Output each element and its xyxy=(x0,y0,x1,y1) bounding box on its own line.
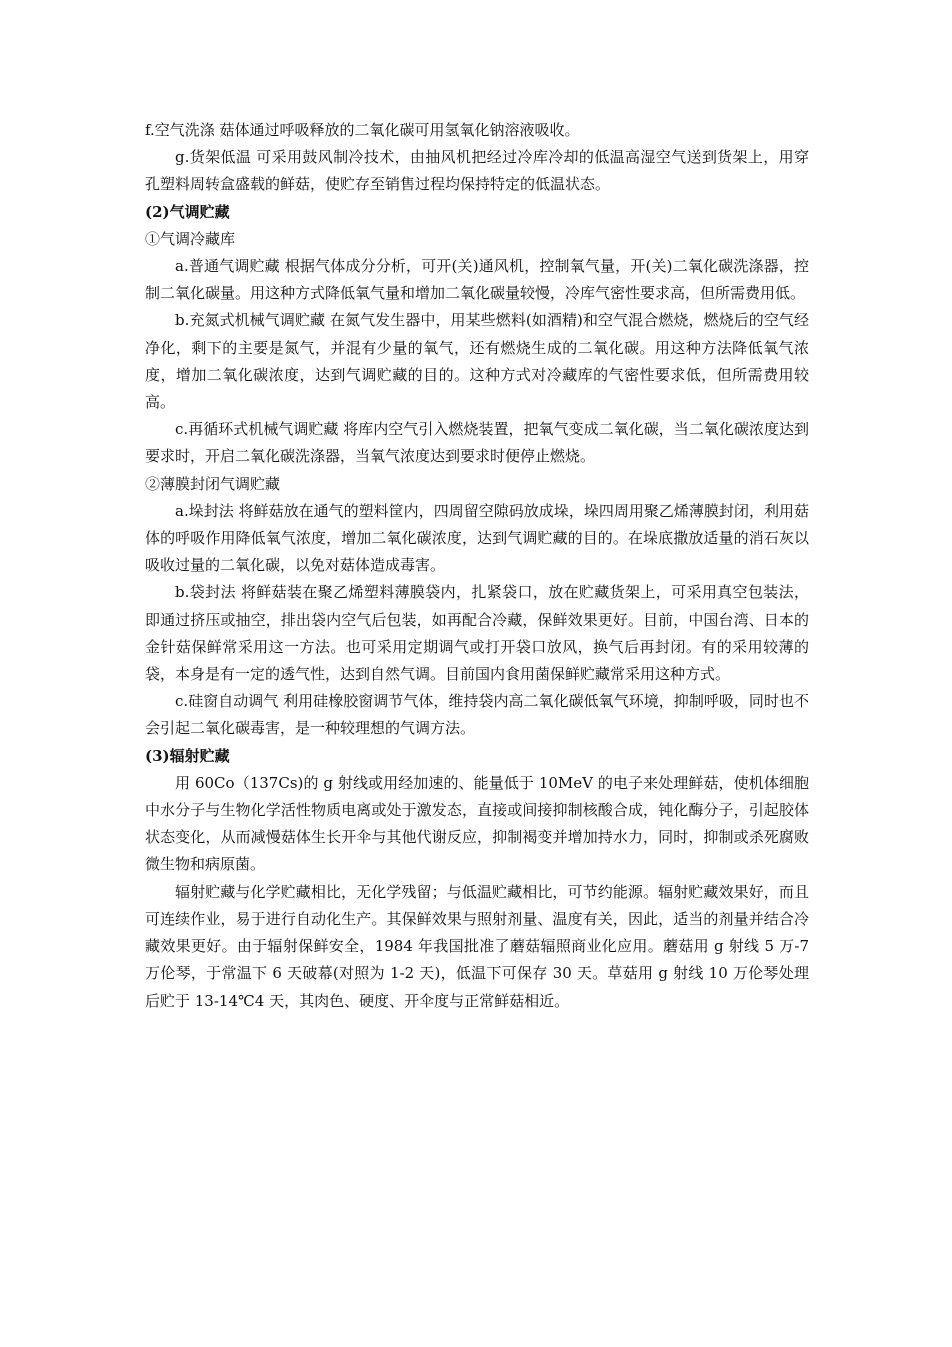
paragraph-ordinary-ca: a.普通气调贮藏 根据气体成分分析，可开(关)通风机，控制氧气量，开(关)二氧化碳洗涤器，控制二氧化碳量。用这种方式降低氧气量和增加二氧化碳量较慢，冷库气密性要求高，但所需费用低。 xyxy=(145,257,809,303)
paragraph-stack-seal: a.垛封法 将鲜菇放在通气的塑料筐内，四周留空隙码放成垛，垛四周用聚乙烯薄膜封闭，利用菇体的呼吸作用降低氧气浓度，增加二氧化碳浓度，达到气调贮藏的目的。在垛底撒放适量的消石灰以吸收过量的二氧化碳，以免对菇体造成毒害。 xyxy=(145,501,809,575)
section-heading-irradiation: (3)辐射贮藏 xyxy=(145,746,230,765)
document-page xyxy=(145,117,809,1015)
subheading-ca-cold-storage: ①气调冷藏库 xyxy=(145,229,236,248)
paragraph-air-washing: f.空气洗涤 菇体通过呼吸释放的二氧化碳可用氢氧化钠溶液吸收。 xyxy=(145,121,580,139)
paragraph-recirculating-ca: c.再循环式机械气调贮藏 将库内空气引入燃烧装置，把氧气变成二氧化碳，当二氧化碳浓度达到要求时，开启二氧化碳洗涤器，当氧气浓度达到要求时便停止燃烧。 xyxy=(145,420,809,466)
subheading-film-sealed-ca: ②薄膜封闭气调贮藏 xyxy=(145,474,281,493)
paragraph-silicon-window: c.硅窗自动调气 利用硅橡胶窗调节气体，维持袋内高二氧化碳低氧气环境，抑制呼吸，同时也不会引起二氧化碳毒害，是一种较理想的气调方法。 xyxy=(145,692,809,738)
paragraph-nitrogen-ca: b.充氮式机械气调贮藏 在氮气发生器中，用某些燃料(如酒精)和空气混合燃烧，燃烧后的空气经净化，剩下的主要是氮气，并混有少量的氧气，还有燃烧生成的二氧化碳。用这种方法降低氧气浓度，增加二氧化碳浓度，达到气调贮藏的目的。这种方式对冷藏库的气密性要求低，但所需费用较高。 xyxy=(145,311,809,412)
paragraph-bag-seal: b.袋封法 将鲜菇装在聚乙烯塑料薄膜袋内，扎紧袋口，放在贮藏货架上，可采用真空包装法，即通过挤压或抽空，排出袋内空气后包装，如再配合冷藏，保鲜效果更好。目前，中国台湾、日本的金针菇保鲜常采用这一方法。也可采用定期调气或打开袋口放风，换气后再封闭。有的采用较薄的袋，本身是有一定的透气性，达到自然气调。目前国内食用菌保鲜贮藏常采用这种方式。 xyxy=(145,583,809,684)
section-heading-controlled-atmosphere: (2)气调贮藏 xyxy=(145,202,230,221)
paragraph-shelf-low-temp: g.货架低温 可采用鼓风制冷技术，由抽风机把经过冷库冷却的低温高湿空气送到货架上，用穿孔塑料周转盒盛载的鲜菇，使贮存至销售过程均保持特定的低温状态。 xyxy=(145,148,809,194)
paragraph-irradiation-comparison: 辐射贮藏与化学贮藏相比，无化学残留；与低温贮藏相比，可节约能源。辐射贮藏效果好，而且可连续作业，易于进行自动化生产。其保鲜效果与照射剂量、温度有关，因此，适当的剂量并结合冷藏效果更好。由于辐射保鲜安全，1984 年我国批准了蘑菇辐照商业化应用。蘑菇用 g 射线 5 万-7 万伦琴，于常温下 6 天破幕(对照为 1-2 天)，低温下可保存 30 天。草菇用 g 射线 10 万伦琴处理后贮于 13-14℃4 天，其肉色、硬度、开伞度与正常鲜菇相近。 xyxy=(145,882,809,1010)
paragraph-irradiation-method: 用 60Co（137Cs)的 g 射线或用经加速的、能量低于 10MeV 的电子来处理鲜菇，使机体细胞中水分子与生物化学活性物质电离或处于激发态，直接或间接抑制核酸合成，钝化酶分子，引起胶体状态变化，从而减慢菇体生长开伞与其他代谢反应，抑制褐变并增加持水力，同时，抑制或杀死腐败微生物和病原菌。 xyxy=(145,773,809,874)
